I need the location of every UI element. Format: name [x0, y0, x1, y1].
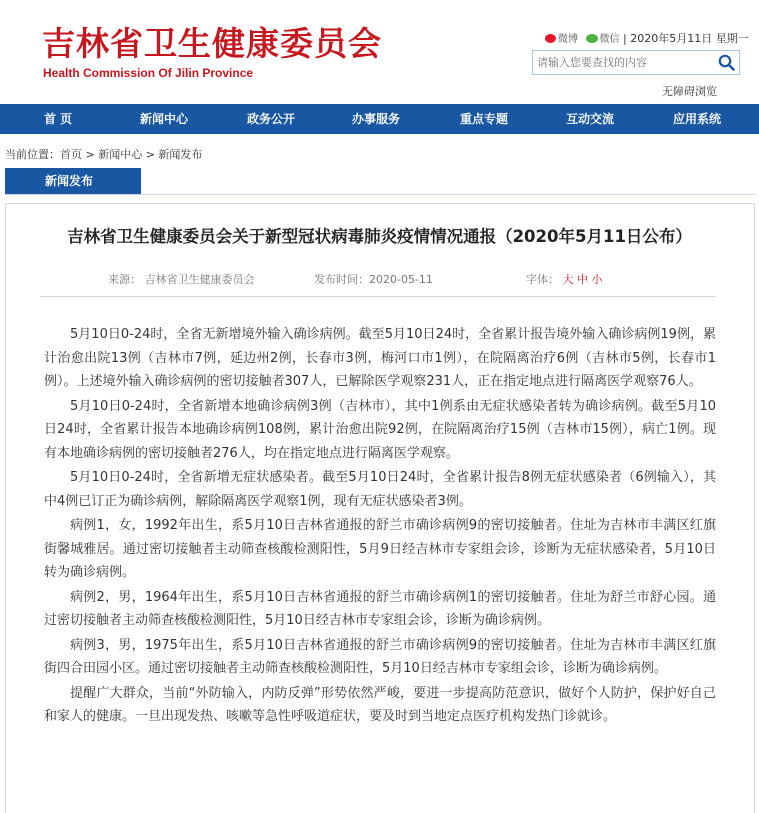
site-logo-cn[interactable]: 吉林省卫生健康委员会 — [42, 24, 382, 63]
nav-item-home[interactable]: 首 页 — [44, 112, 73, 126]
article-paragraph: 5月10日0-24时，全省新增无症状感染者。截至5月10日24时，全省累计报告8例无症状感染者（6例输入），其中4例已订正为确诊病例，解除隔离医学观察1例，现有无症状感染者3例。 — [44, 470, 716, 509]
nav-item-news[interactable]: 新闻中心 — [140, 112, 189, 126]
site-logo-en[interactable]: Health Commission Of Jilin Province — [43, 66, 254, 80]
nav-item-services[interactable]: 办事服务 — [352, 112, 401, 126]
nav-item-topics[interactable]: 重点专题 — [460, 112, 509, 126]
article-publish-time: 发布时间：2020-05-11 — [314, 273, 433, 286]
nav-item-gov-affairs[interactable]: 政务公开 — [247, 112, 296, 126]
article-paragraph: 提醒广大群众，当前“外防输入，内防反弹”形势依然严峻，要进一步提高防范意识，做好个人防护，保护好自己和家人的健康。一旦出现发热、咳嗽等急性呼吸道症状，要及时到当地定点医疗机构发热门诊就诊。 — [44, 685, 716, 724]
breadcrumb[interactable]: 当前位置：首页 > 新闻中心 > 新闻发布 — [5, 148, 203, 161]
weibo-link[interactable] — [545, 34, 578, 45]
font-size-medium[interactable]: 中 — [577, 273, 588, 286]
current-date: | 2020年5月11日 星期一 — [623, 32, 749, 45]
tab-news-release[interactable]: 新闻发布 — [5, 168, 141, 194]
wechat-link[interactable] — [582, 34, 620, 45]
accessible-browse-link[interactable]: 无障碍浏览 — [662, 85, 717, 98]
nav-item-apps[interactable]: 应用系统 — [673, 112, 722, 126]
article-body — [44, 323, 716, 730]
article-paragraph: 5月10日0-24时，全省新增本地确诊病例3例（吉林市），其中1例系由无症状感染者转为确诊病例。截至5月10日24时，全省累计报告本地确诊病例108例，累计治愈出院92例，在院隔离治疗15例（吉林市15例），病亡1例。现有本地确诊病例的密切接触者276人，均在指定地点进行隔离医学观察。 — [44, 398, 716, 461]
top-right-bar — [545, 30, 749, 46]
site-header — [0, 0, 759, 104]
article-paragraph: 病例2，男，1964年出生，系5月10日吉林省通报的舒兰市确诊病例1的密切接触者。住址为舒兰市舒心园。通过密切接触者主动筛查核酸检测阳性，5月10日经吉林市专家组会诊，诊断为确诊病例。 — [44, 589, 716, 628]
article-paragraph: 病例3，男，1975年出生，系5月10日吉林省通报的舒兰市确诊病例9的密切接触者。住址为吉林市丰满区红旗街四合田园小区。通过密切接触者主动筛查核酸检测阳性，5月10日经吉林市专家组会诊，诊断为确诊病例。 — [44, 637, 716, 676]
search-button[interactable] — [717, 53, 737, 72]
main-nav — [0, 104, 759, 134]
wechat-icon — [586, 34, 598, 43]
nav-item-interaction[interactable]: 互动交流 — [566, 112, 615, 126]
article-paragraph: 病例1，女，1992年出生，系5月10日吉林省通报的舒兰市确诊病例9的密切接触者。住址为吉林市丰满区红旗街馨城雅居。通过密切接触者主动筛查核酸检测阳性，5月9日经吉林市专家组会诊，诊断为无症状感染者，5月10日转为确诊病例。 — [44, 518, 716, 580]
search-box — [532, 50, 740, 75]
font-size-large[interactable]: 大 — [562, 273, 574, 286]
search-input[interactable] — [533, 51, 715, 74]
weibo-label: 微博 — [558, 34, 578, 45]
article-title: 吉林省卫生健康委员会关于新型冠状病毒肺炎疫情情况通报（2020年5月11日公布） — [67, 227, 692, 246]
weibo-icon — [545, 34, 556, 43]
meta-divider — [40, 296, 716, 297]
font-size-label: 字体： — [526, 273, 559, 286]
search-icon — [717, 53, 737, 72]
section-tab-bar — [5, 168, 755, 195]
wechat-label: 微信 — [599, 34, 620, 45]
font-size-small[interactable]: 小 — [591, 273, 603, 286]
font-size-switcher — [526, 271, 603, 287]
article-source: 来源： 吉林省卫生健康委员会 — [108, 273, 255, 286]
article-paragraph: 5月10日0-24时，全省无新增境外输入确诊病例。截至5月10日24时，全省累计报告境外输入确诊病例19例，累计治愈出院13例（吉林市7例，延边州2例，长春市3例，梅河口市1例），在院隔离治疗6例（吉林市5例，长春市1例）。上述境外输入确诊病例的密切接触者307人，已解除医学观察231人，正在指定地点进行隔离医学观察76人。 — [44, 327, 716, 389]
